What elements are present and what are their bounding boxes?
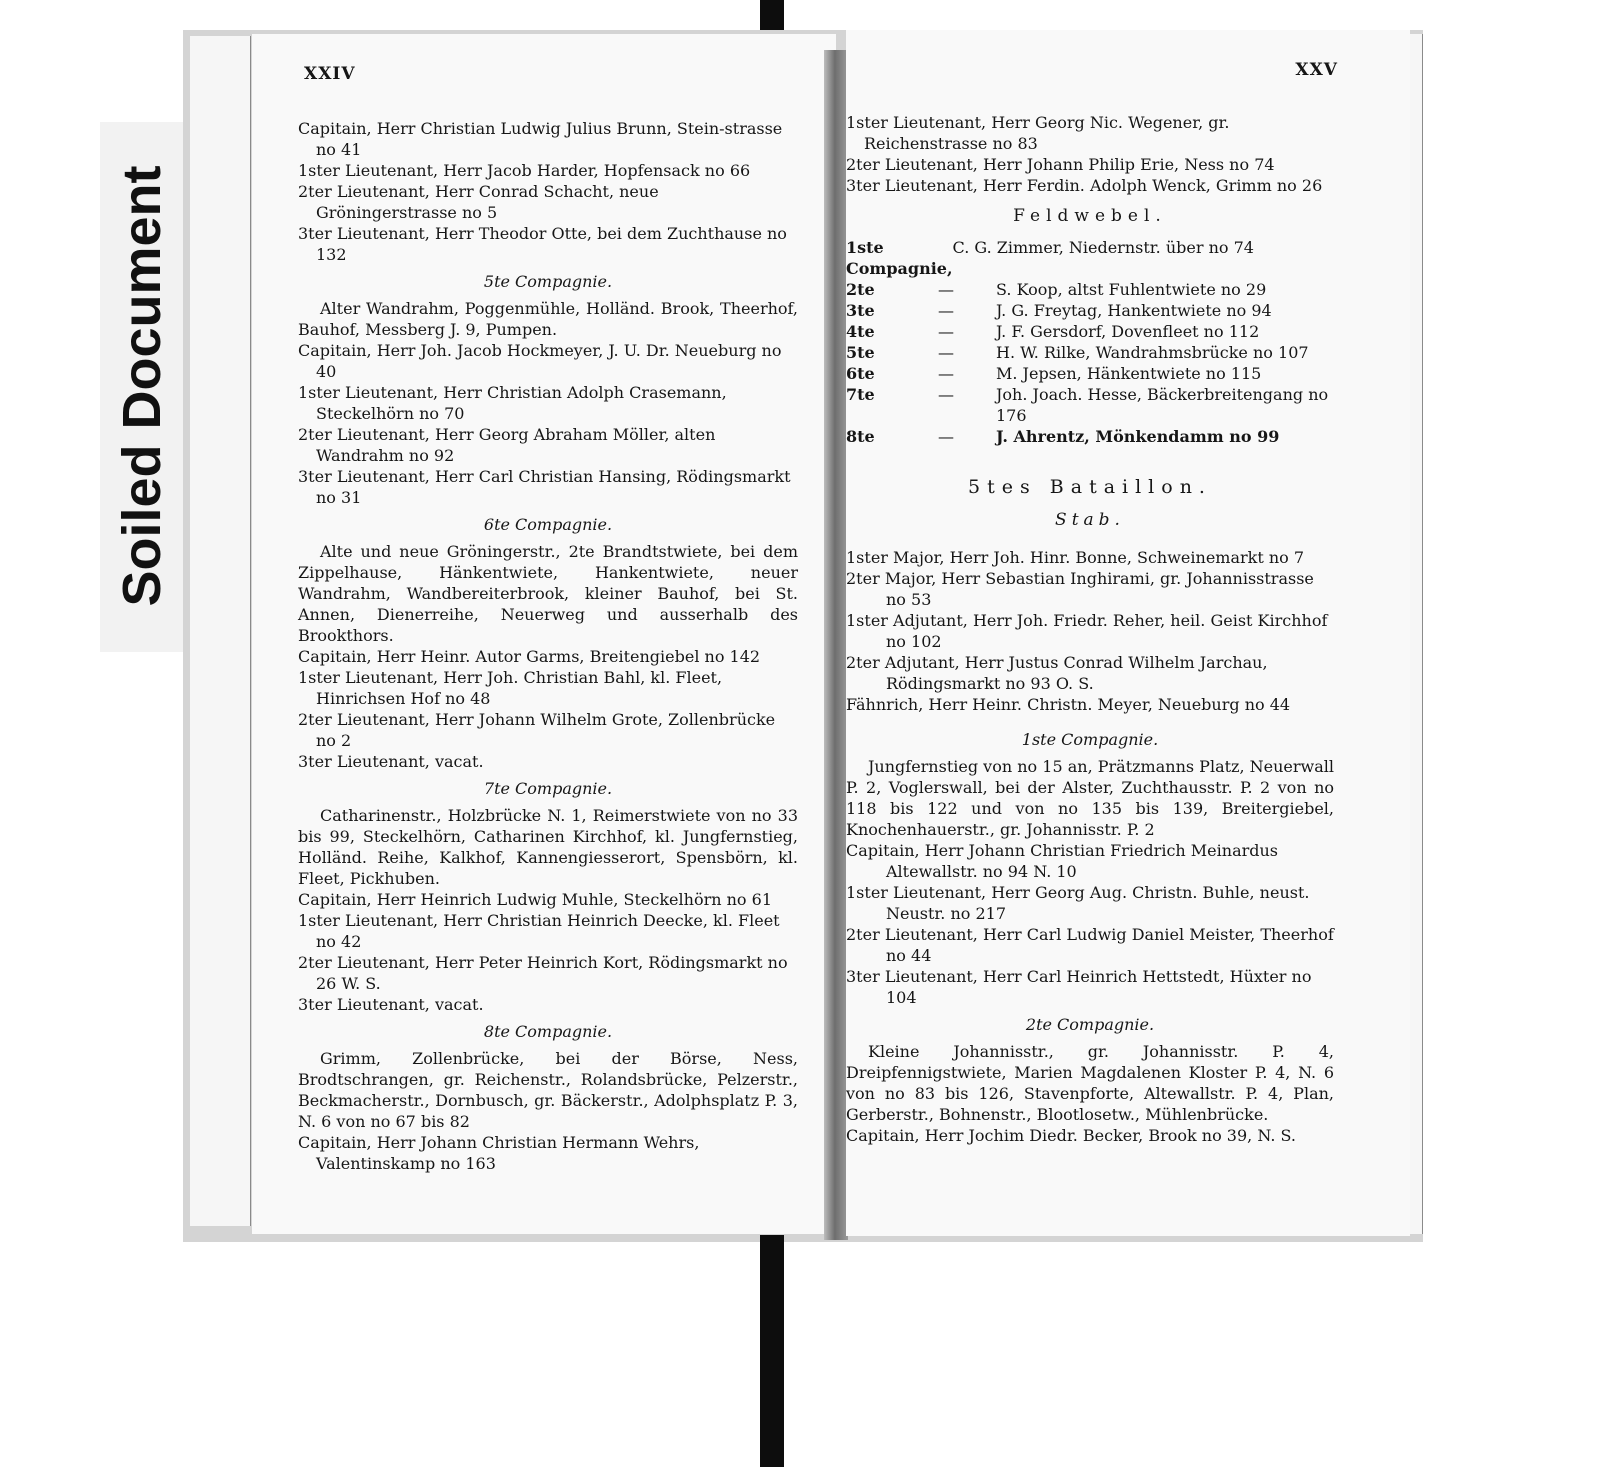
- officer-entry: 3ter Lieutenant, Herr Carl Heinrich Hettstedt, Hüxter no 104: [846, 967, 1312, 1007]
- officer-entry: Capitain, Herr Heinr. Autor Garms, Breitengiebel no 142: [298, 647, 761, 666]
- table-row: [846, 426, 1334, 447]
- officer-entry: 2ter Lieutenant, Herr Johann Philip Erie, Ness no 74: [846, 155, 1275, 174]
- company-number: 3te: [846, 301, 875, 320]
- officer-entry: Capitain, Herr Johann Christian Friedrich Meinardus Altewallstr. no 94 N. 10: [846, 841, 1279, 881]
- page-edges-left-inner: [200, 44, 251, 1222]
- company-heading: 2te Compagnie.: [1025, 1015, 1155, 1034]
- left-page-text: [298, 118, 798, 1174]
- feldwebel-name: S. Koop, altst Fuhlentwiete no 29: [996, 280, 1267, 299]
- company-number: 8te: [846, 427, 875, 446]
- ditto-dash: —: [938, 364, 954, 383]
- feldwebel-name: M. Jepsen, Hänkentwiete no 115: [996, 364, 1262, 383]
- officer-entry: Fähnrich, Herr Heinr. Christn. Meyer, Neueburg no 44: [846, 695, 1291, 714]
- table-row: [846, 321, 1334, 342]
- officer-entry: 3ter Lieutenant, vacat.: [298, 752, 484, 771]
- watermark-label: Soiled Document: [112, 165, 172, 607]
- company-district: Kleine Johannisstr., gr. Johannisstr. P. 4, Dreipfennigstwiete, Marien Magdalenen Kloster P. 4, N. 6 von no 83 bis 126, Stavenpforte, Altewallstr. P. 4, Plan, Gerberstr., Bohnenstr., Blootlosetw., Mühlenbrücke.: [846, 1042, 1334, 1124]
- company-district: Grimm, Zollenbrücke, bei der Börse, Ness, Brodtschrangen, gr. Reichenstr., Rolandsbrücke, Pelzerstr., Beckmacherstr., Dornbusch, gr. Bäckerstr., Adolphsplatz P. 3, N. 6 von no 67 bis 82: [298, 1049, 798, 1131]
- feldwebel-heading: Feldwebel.: [1013, 206, 1167, 226]
- officer-entry: 2ter Lieutenant, Herr Johann Wilhelm Grote, Zollenbrücke no 2: [298, 710, 776, 750]
- officer-entry: 1ster Lieutenant, Herr Georg Aug. Christn. Buhle, neust. Neustr. no 217: [846, 883, 1310, 923]
- officer-entry: 1ster Lieutenant, Herr Christian Adolph Crasemann, Steckelhörn no 70: [298, 383, 727, 423]
- officer-entry: Capitain, Herr Heinrich Ludwig Muhle, Steckelhörn no 61: [298, 890, 772, 909]
- ditto-dash: —: [938, 322, 954, 341]
- company-heading: 1ste Compagnie.: [1021, 730, 1159, 749]
- table-row: [846, 342, 1334, 363]
- officer-entry: 3ter Lieutenant, Herr Ferdin. Adolph Wenck, Grimm no 26: [846, 176, 1323, 195]
- officer-entry: 2ter Lieutenant, Herr Peter Heinrich Kort, Rödingsmarkt no 26 W. S.: [298, 953, 788, 993]
- feldwebel-name: Joh. Joach. Hesse, Bäckerbreitengang no 176: [996, 385, 1329, 425]
- company-number: 4te: [846, 322, 875, 341]
- bookmark-ribbon-bottom: [760, 1235, 784, 1467]
- table-row: [846, 363, 1334, 384]
- officer-entry: 2ter Lieutenant, Herr Conrad Schacht, neue Gröningerstrasse no 5: [298, 182, 659, 222]
- officer-entry: 3ter Lieutenant, vacat.: [298, 995, 484, 1014]
- officer-entry: 2ter Adjutant, Herr Justus Conrad Wilhelm Jarchau, Rödingsmarkt no 93 O. S.: [846, 653, 1268, 693]
- page-edges-right: [1408, 34, 1423, 1234]
- officer-entry: 1ster Lieutenant, Herr Joh. Christian Bahl, kl. Fleet, Hinrichsen Hof no 48: [298, 668, 723, 708]
- officer-entry: 3ter Lieutenant, Herr Carl Christian Hansing, Rödingsmarkt no 31: [298, 467, 791, 507]
- ditto-dash: —: [938, 343, 954, 362]
- officer-entry: Capitain, Herr Jochim Diedr. Becker, Brook no 39, N. S.: [846, 1126, 1296, 1145]
- officer-entry: 1ster Adjutant, Herr Joh. Friedr. Reher, heil. Geist Kirchhof no 102: [846, 611, 1328, 651]
- officer-entry: 1ster Lieutenant, Herr Christian Heinrich Deecke, kl. Fleet no 42: [298, 911, 780, 951]
- page-number-right: XXV: [1295, 60, 1338, 80]
- company-district: Jungfernstieg von no 15 an, Prätzmanns Platz, Neuerwall P. 2, Voglerswall, bei der Alster, Zuchthausstr. P. 2 von no 118 bis 122 und von no 135 bis 139, Breitergiebel, Knochenhauerstr., gr. Johannisstr. P. 2: [846, 757, 1334, 839]
- company-district: Alte und neue Gröningerstr., 2te Brandtstwiete, bei dem Zippelhause, Hänkentwiete, Hankentwiete, neuer Wandrahm, Wandbereiterbrook, kleiner Bauhof, bei St. Annen, Dienerreihe, Neuerweg und ausserhalb des Brookthors.: [298, 542, 798, 645]
- feldwebel-name: J. G. Freytag, Hankentwiete no 94: [996, 301, 1272, 320]
- feldwebel-table-rest: [846, 279, 1334, 447]
- feldwebel-name: J. Ahrentz, Mönkendamm no 99: [996, 427, 1280, 446]
- company-district: Catharinenstr., Holzbrücke N. 1, Reimerstwiete von no 33 bis 99, Steckelhörn, Catharinen Kirchhof, kl. Jungfernstieg, Holländ. Reihe, Kalkhof, Kannengiesserort, Spensbörn, kl. Fleet, Pickhuben.: [298, 806, 798, 888]
- table-row: [846, 300, 1334, 321]
- company-number: 6te: [846, 364, 875, 383]
- table-row: [846, 279, 1334, 300]
- company-number: 1ste Compagnie,: [846, 238, 953, 278]
- company-district: Alter Wandrahm, Poggenmühle, Holländ. Brook, Theerhof, Bauhof, Messberg J. 9, Pumpen.: [298, 299, 798, 339]
- officer-entry: 1ster Lieutenant, Herr Jacob Harder, Hopfensack no 66: [298, 161, 751, 180]
- officer-entry: 3ter Lieutenant, Herr Theodor Otte, bei dem Zuchthause no 132: [298, 224, 787, 264]
- company-heading: 8te Compagnie.: [483, 1022, 613, 1041]
- officer-entry: Capitain, Herr Joh. Jacob Hockmeyer, J. U. Dr. Neueburg no 40: [298, 341, 782, 381]
- left-page: [252, 34, 836, 1234]
- officer-entry: 1ster Lieutenant, Herr Georg Nic. Wegener, gr. Reichenstrasse no 83: [846, 113, 1230, 153]
- company-number: 7te: [846, 385, 875, 404]
- feldwebel-name: C. G. Zimmer, Niedernstr. über no 74: [952, 238, 1254, 257]
- officer-entry: 2ter Major, Herr Sebastian Inghirami, gr. Johannisstrasse no 53: [846, 569, 1314, 609]
- bataillon-heading: 5tes Bataillon.: [968, 476, 1212, 498]
- page-number-left: XXIV: [304, 64, 356, 84]
- ditto-dash: —: [938, 385, 954, 404]
- table-row: [846, 237, 1291, 279]
- officer-entry: Capitain, Herr Johann Christian Hermann Wehrs, Valentinskamp no 163: [298, 1133, 700, 1173]
- table-row: [846, 384, 1334, 426]
- company-heading: 5te Compagnie.: [483, 272, 613, 291]
- officer-entry: Capitain, Herr Christian Ludwig Julius Brunn, Stein-strasse no 41: [298, 119, 783, 159]
- officer-entry: 2ter Lieutenant, Herr Georg Abraham Möller, alten Wandrahm no 92: [298, 425, 716, 465]
- ditto-dash: —: [938, 427, 954, 446]
- book-gutter: [824, 50, 848, 1240]
- company-number: 5te: [846, 343, 875, 362]
- officer-entry: 2ter Lieutenant, Herr Carl Ludwig Daniel Meister, Theerhof no 44: [846, 925, 1334, 965]
- company-heading: 7te Compagnie.: [483, 779, 613, 798]
- feldwebel-name: H. W. Rilke, Wandrahmsbrücke no 107: [996, 343, 1309, 362]
- company-number: 2te: [846, 280, 875, 299]
- feldwebel-table: [846, 237, 1291, 279]
- stab-heading: Stab.: [1055, 510, 1125, 530]
- right-page-text: [846, 112, 1334, 1146]
- feldwebel-name: J. F. Gersdorf, Dovenfleet no 112: [996, 322, 1260, 341]
- right-page: [846, 30, 1410, 1236]
- company-heading: 6te Compagnie.: [483, 515, 613, 534]
- ditto-dash: —: [938, 280, 954, 299]
- ditto-dash: —: [938, 301, 954, 320]
- officer-entry: 1ster Major, Herr Joh. Hinr. Bonne, Schweinemarkt no 7: [846, 548, 1305, 567]
